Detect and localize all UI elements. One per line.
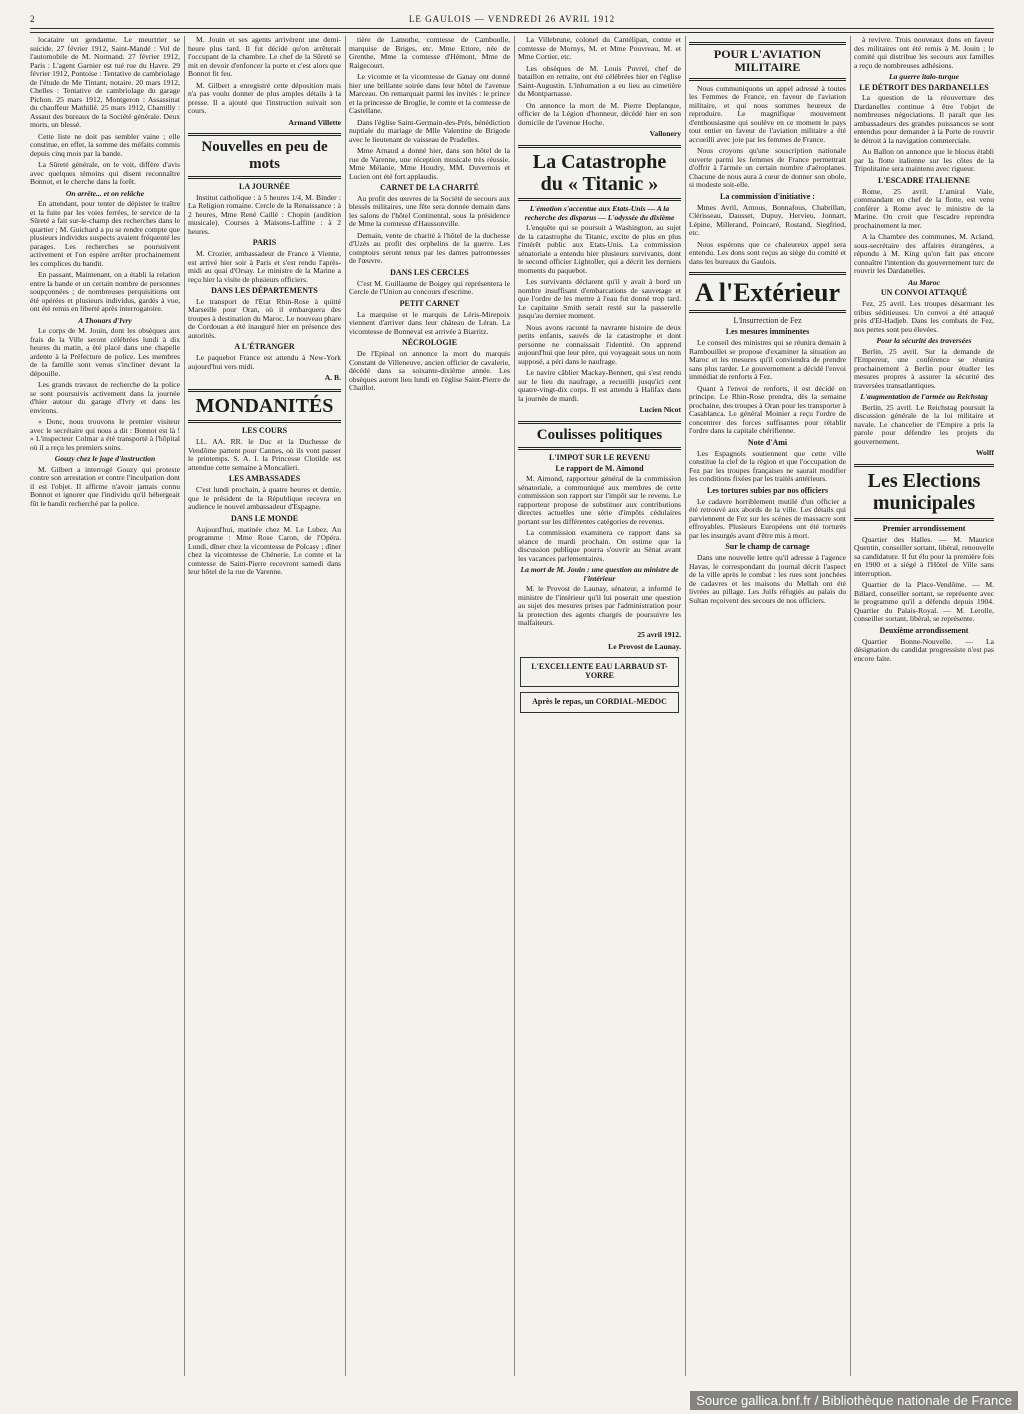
subheading: La mort de M. Jouin : une question au ministre de l'intérieur: [520, 565, 679, 583]
section-title-nouvelles: Nouvelles en peu de mots: [188, 133, 341, 179]
section-tag: A L'ÉTRANGER: [234, 342, 295, 352]
subheading: La guerre italo-turque: [888, 72, 960, 81]
paragraph: Quant à l'envoi de renforts, il est décidé en principe. Le Rhin-Rose prendra, dès la semaine prochaine, des troupes à Oran pour les transporter à Casablanca. Le général Moinier a reçu l'ordre de concentrer des forces suffisantes pour rétablir l'ordre dans la capitale chérifienne.: [689, 383, 846, 436]
paragraph: De l'Epinal on annonce la mort du marquis Constant de Villeneuve, ancien officier de cavalerie, décédé dans sa soixante-dixième année. Les obsèques auront lieu lundi en l'église Saint-Pierre de Chaillot.: [349, 349, 510, 393]
paragraph: Mmes Avril, Arnous, Bonnafous, Chabrillan, Clérisseau, Dausset, Dupuy, Hervieu, Jonnart, Lépine, Millerand, Poincaré, Rostand, Siegfried, etc.: [689, 202, 846, 238]
paragraph: Institut catholique : à 5 heures 1/4, M. Binder : La Religion romaine. Cercle de la Renaissance : à 2 heures, Mme René Caillé : Chopin (audition musicale). Courses à Maisons-Laffitte : à 2 heures.: [188, 192, 341, 236]
paragraph: C'est lundi prochain, à quatre heures et demie, que le président de la République recevra en audience le nouvel ambassadeur d'Espagne.: [188, 485, 341, 512]
paragraph: tière de Lamothe, comtesse de Camboulle, marquise de Briges, etc. Mme Ettore, née de Grenthe, Mme la comtesse d'Hémont, Mme de Raigecourt.: [349, 36, 510, 70]
section-tag: LES COURS: [241, 426, 288, 436]
paragraph: M. Gilbert a enregistré cette déposition mais n'a pas voulu donner de plus amples détails à la presse. Il a ajouté que l'instruction suivait son cours.: [188, 80, 341, 115]
column-separator: [514, 36, 515, 1376]
signature: Lucien Nicot: [639, 405, 681, 415]
paragraph: Berlin, 25 avril. Sur la demande de l'Empereur, une conférence se réunira prochainement à Berlin pour étudier les mesures propres à assurer la sécurité des traversées transatlantiques.: [854, 346, 994, 390]
column-2: [188, 36, 341, 1376]
column-separator: [685, 36, 686, 1376]
paragraph: Aujourd'hui, matinée chez M. Le Lubez. Au programme : Mme Rose Caron, de l'Opéra. Lundi, dîner chez la vicomtesse de Polcasy ; dîner chez la vicomtesse de Chénerie. Le comte et la comtesse de Saint-Pierre recevront samedi dans leur hôtel de la rue de Varenne.: [188, 524, 341, 577]
section-title-coulisses: Coulisses politiques: [518, 421, 681, 450]
paragraph: Le vicomte et la vicomtesse de Ganay ont donné hier une brillante soirée dans leur hôtel de l'avenue Marceau. On remarquait parmi les invités : le prince et la princesse de Broglie, le comte et la comtesse de Castellane.: [349, 72, 510, 115]
section-subtitle: L'Insurrection de Fez: [733, 316, 802, 326]
column-3: [349, 36, 510, 1376]
paragraph: « Donc, nous trouvons le premier visiteur avec le secrétaire qui nous a dit : Bonnot est là ! » L'inspecteur Colmar a été transporté à l'hôpital où il a reçu les premiers soins.: [30, 417, 180, 452]
section-tag: L'ESCADRE ITALIENNE: [877, 175, 971, 185]
section-tag: Sur le champ de carnage: [725, 542, 810, 552]
masthead: LE GAULOIS — VENDREDI 26 AVRIL 1912: [408, 14, 616, 24]
section-title-mondanites: MONDANITÉS: [188, 389, 341, 423]
paragraph: L'enquête qui se poursuit à Washington, au sujet de la catastrophe du Titanic, excite de plus en plus l'intérêt public aux Etats-Unis. La commission sénatoriale a entendu hier plusieurs survivants, dont le second officier Lightoller, qui a décrit les derniers moments du paquebot.: [518, 223, 681, 275]
paragraph: M. Jouin et ses agents arrivèrent une demi-heure plus tard. Il fut décidé qu'on arrêterait l'occupant de la chambre. Le chef de la Sûreté se mit en devoir d'enfoncer la porte et c'est alors que Bonnot fit feu.: [188, 36, 341, 78]
paragraph: A la Chambre des communes, M. Acland, sous-secrétaire des affaires étrangères, a répondu à M. King qu'on fait pas encore connaître l'intention du gouvernement turc de rouvrir les Dardanelles.: [854, 232, 994, 276]
section-tag: Note d'Ami: [747, 437, 788, 447]
paragraph: Le conseil des ministres qui se réunira demain à Rambouillet se propose d'examiner la situation au Maroc et les mesures qu'il conviendra de prendre sans plus tarder. Le gouvernement a décidé l'envoi immédiat de renforts à Fez.: [689, 338, 846, 382]
section-title-exterieur: A l'Extérieur: [689, 272, 846, 313]
section-tag: Les tortures subies par nos officiers: [706, 485, 829, 495]
paragraph: Dans une nouvelle lettre qu'il adresse à l'agence Havas, le correspondant du journal décrit l'aspect de la ville après le combat : les rues sont jonchées de cadavres et les maisons du Mellah ont été livrées au pillage. Les Juifs réfugiés au palais du Sultan reçoivent des secours de nos officiers.: [689, 553, 846, 605]
paragraph: Les obsèques de M. Louis Puvrel, chef de bataillon en retraite, ont été célébrées hier en l'église Saint-Augustin. L'inhumation a eu lieu au cimetière du Montparnasse.: [518, 63, 681, 98]
paragraph: Le corps de M. Jouin, dont les obsèques aux frais de la Ville seront célébrées lundi à dix heures du matin, a été placé dans une chapelle ardente à la Préfecture de police. Les membres de la famille sont venus s'incliner devant la dépouille.: [30, 326, 180, 378]
subheading: L'émotion s'accentue aux Etats-Unis — A la recherche des disparus — L'odyssée du dixième: [524, 204, 675, 222]
paragraph: C'est M. Guillaume de Boigey qui représentera le Cercle de l'Union au concours d'escrime.: [349, 278, 510, 297]
section-tag: PARIS: [252, 238, 277, 248]
column-separator: [345, 36, 346, 1376]
paragraph: La commission examinera ce rapport dans sa séance de mardi prochain. On estime que la discussion publique pourra s'ouvrir au Sénat avant les vacances parlementaires.: [518, 528, 681, 563]
section-tag: DANS LES DÉPARTEMENTS: [211, 286, 318, 295]
paragraph: On annonce la mort de M. Pierre Deplanque, officier de la Légion d'honneur, décédé hier en son domicile de l'avenue Hoche.: [518, 100, 681, 127]
paragraph: Le navire câblier Mackay-Bennett, qui s'est rendu sur le lieu du naufrage, a recueilli jusqu'ici cent quatre-vingt-dix corps. Il est attendu à Halifax dans la journée de mardi.: [518, 368, 681, 403]
paragraph: En attendant, pour tenter de dépister le traître et la fuite par les voies ferrées, le service de la Sûreté a fait sur-le-champ des recherches dans le quartier ; M. Guichard a pu se rendre compte que plusieurs individus suspects avaient fréquenté les parages. Les recherches se poursuivent activement et l'on espère arrêter prochainement les complices du bandit.: [30, 199, 180, 268]
section-tag: LE DÉTROIT DES DARDANELLES: [859, 82, 989, 92]
paragraph: Nous croyons qu'une souscription nationale ouverte parmi les femmes de France permettrait d'offrir à l'armée un certain nombre d'aéroplanes. Chacune de nous aura à cœur de donner son obole, si modeste soit-elle.: [689, 146, 846, 190]
paragraph: M. Aimond, rapporteur général de la commission sénatoriale, a communiqué aux membres de cette commission son rapport sur l'impôt sur le revenu. Le rapporteur propose de substituer aux contributions directes actuelles une série d'impôts cédulaires portant sur les différentes catégories de revenus.: [518, 474, 681, 526]
section-tag: La commission d'initiative :: [720, 191, 815, 201]
section-tag: L'IMPOT SUR LE REVENU: [549, 452, 650, 462]
subheading: Au Maroc: [908, 277, 940, 287]
paragraph: Berlin, 25 avril. Le Reichstag poursuit la discussion générale de la loi militaire et navale. Le chancelier de l'Empire a pris la parole pour défendre les projets du gouvernement.: [854, 402, 994, 446]
subheading: Gouzy chez le juge d'instruction: [54, 454, 156, 463]
column-6: [854, 36, 994, 1376]
signature: Wolff: [975, 448, 994, 458]
paragraph: Les Espagnols soutiennent que cette ville constitue la clef de la région et que l'occupation de Fez par les troupes françaises ne saurait modifier les conditions fixées par les traités antérieurs.: [689, 448, 846, 484]
paragraph: Au profit des œuvres de la Société de secours aux blessés militaires, une fête sera donnée demain dans les salons de l'hôtel Continental, sous la présidence de Mme la comtesse d'Haussonville.: [349, 193, 510, 229]
paragraph: Le cadavre horriblement mutilé d'un officier a été retrouvé aux abords de la ville. Les détails qui parviennent de Fez sur les scènes de massacre sont effroyables. Plusieurs Européens ont été torturés par les insurgés avant d'être mis à mort.: [689, 496, 846, 540]
section-tag: UN CONVOI ATTAQUÉ: [880, 288, 968, 298]
paragraph: Au Ballon on annonce que le blocus établi par la flotte italienne sur les côtes de la Tripolitaine sera maintenu avec rigueur.: [854, 147, 994, 174]
paragraph: En passant, Maintenant, on a établi la relation entre la bande et un certain nombre de personnes soupçonnées ; de nombreuses perquisitions ont été opérées et plusieurs individus, gardés à vue, ont été remis en liberté après interrogatoire.: [30, 270, 180, 313]
subheading: A Thouars d'Ivry: [78, 315, 132, 325]
paragraph: Nous espérons que ce chaleureux appel sera entendu. Les dons sont reçus au siège du comité et dans les bureaux du Gaulois.: [689, 239, 846, 266]
paragraph: La Sûreté générale, on le voit, diffère d'avis avec quelques témoins qui disent reconnaître Bonnot, et le cherche dans la forêt.: [30, 160, 180, 186]
paragraph: locataire un gendarme. Le meurtrier se suicide. 27 février 1912, Saint-Mandé : Vol de l'automobile de M. Normand. 27 février 1912, Paris : L'agent Garnier est tué rue du Havre. 29 février 1912, Pontoise : Tentative de cambriolage de l'étude de Me Tintant, notaire. 20 mars 1912, Chelles : Tentative de cambriolage du garage Pichon. 25 mars 1912, Montgeron : Assassinat du chauffeur Mathillé. 25 mars 1912, Chantilly : Assaut des bureaux de la Société générale. Deux morts, un blessé.: [30, 36, 180, 129]
paragraph: Dans l'église Saint-Germain-des-Prés, bénédiction nuptiale du mariage de Mlle Valentine de Brigode avec le lieutenant de vaisseau de Pradelles.: [349, 117, 510, 144]
paragraph: Le paquebot France est attendu à New-York aujourd'hui vers midi.: [188, 353, 341, 371]
section-tag: Premier arrondissement: [882, 523, 966, 533]
paragraph: Mme Arnaud a donné hier, dans son hôtel de la rue de Varenne, une réception musicale très réussie. Mme Mélanie, Mme Houdry, MM. Duvernois et Lucien ont été fort applaudis.: [349, 146, 510, 181]
paragraph: La marquise et le marquis de Léris-Mirepoix viennent d'arriver dans leur château de Léran. La vicomtesse de Bonneval est arrivée à Biarritz.: [349, 309, 510, 336]
paragraph: Nous avons raconté la navrante histoire de deux petits enfants, sauvés de la catastrophe et dont personne ne connaissait l'identité. On apprend aujourd'hui que leur père, qui voyageait sous un nom supposé, a péri dans le naufrage.: [518, 322, 681, 366]
paragraph: Quartier de la Place-Vendôme. — M. Billard, conseiller sortant, se représente avec le programme qu'il a défendu depuis 1904. Quartier du Palais-Royal. — M. Lerolle, conseiller sortant, libéral, se représente.: [854, 580, 994, 624]
advertisement: [520, 657, 679, 687]
paragraph: M. le Provost de Launay, sénateur, a informé le ministre de l'intérieur qu'il lui poserait une question au sujet des mesures prises par l'administration pour la protection des agents chargés de poursuivre les malfaiteurs.: [518, 584, 681, 628]
section-tag: CARNET DE LA CHARITÉ: [380, 183, 479, 192]
header-rule: [30, 32, 994, 33]
advertisement: [520, 692, 679, 713]
section-tag: LA JOURNÉE: [239, 181, 290, 191]
elections-title-line-2: municipales: [872, 492, 976, 515]
paragraph: Cette liste ne doit pas sembler vaine ; elle constitue, en effet, la somme des méfaits commis depuis cinq mois par la bande.: [30, 131, 180, 158]
subheading: L'augmentation de l'armée au Reichstag: [860, 392, 988, 402]
paragraph: La Villebrune, colonel du Cantélipan, comte et comtesse de Mornys, M. et Mme Pouvreau, M. et Mme Cortier, etc.: [518, 36, 681, 61]
section-tag: DANS LE MONDE: [230, 513, 299, 523]
section-title-aviation: POUR L'AVIATION MILITAIRE: [689, 42, 846, 81]
dateline: 25 avril 1912.: [637, 629, 681, 639]
paragraph: Quartier Bonne-Nouvelle. — La désignation du candidat progressiste n'est pas encore faite.: [854, 636, 994, 663]
section-title-titanic: [518, 145, 681, 202]
paragraph: Nous communiquons un appel adressé à toutes les Femmes de France, en faveur de l'aviation militaire, et qui nous sommes heureux de reproduire. Le magnifique mouvement d'enthousiasme qui soulève en ce moment le pays tout entier en faveur de l'aviation militaire a été accueilli avec joie par les femmes de France.: [689, 83, 846, 144]
paragraph: Rome, 25 avril. L'amiral Viale, commandant en chef de la flotte, est venu conférer à Rome avec le ministre de la Marine. On croit que l'escadre reprendra prochainement la mer.: [854, 186, 994, 230]
paragraph: LL. AA. RR. le Duc et la Duchesse de Vendôme partent pour Cannes, où ils vont passer le printemps. S. A. I. la Princesse Clotilde est attendue cette semaine à Moncalieri.: [188, 437, 341, 472]
paragraph: Les grands travaux de recherche de la police se sont poursuivis activement dans la journée d'hier autour du garage d'Ivry et dans les environs.: [30, 380, 180, 415]
section-title-elections: [854, 464, 994, 521]
column-1: [30, 36, 180, 1376]
paragraph: Quartier des Halles. — M. Maurice Quentin, conseiller sortant, libéral, renouvelle sa candidature. Il fut élu pour la première fois en 1900 et a siégé à l'Hôtel de Ville sans interruption.: [854, 534, 994, 578]
section-tag: Les mesures imminentes: [725, 327, 810, 337]
section-tag: PETIT CARNET: [399, 298, 460, 308]
section-tag: LES AMBASSADES: [228, 474, 301, 484]
ad-text: Après le repas, un CORDIAL-MEDOC: [532, 696, 667, 706]
titanic-title-line-1: La Catastrophe: [532, 150, 667, 173]
paragraph: Demain, vente de charité à l'hôtel de la duchesse d'Uzès au profit des orphelins de la guerre. Les comptoirs seront tenus par les dames patronnesses de l'œuvre.: [349, 230, 510, 266]
paragraph: Les survivants déclarent qu'il y avait à bord un nombre insuffisant d'embarcations de sauvetage et que l'ordre de les mettre à l'eau fut donné trop tard. Le capitaine Smith serait resté sur la passerelle jusqu'au dernier moment.: [518, 277, 681, 321]
paragraph: à revivre. Trois nouveaux dons en faveur des militaires ont été remis à M. Jouin ; le comité qui distribue les secours aux familles a reçu de nombreuses adhésions.: [854, 36, 994, 70]
subheading: Pour la sécurité des traversées: [876, 336, 972, 346]
paragraph: La question de la réouverture des Dardanelles continue à être l'objet de nombreuses négociations. Il paraît que les ambassadeurs des grandes puissances se sont entendus pour demander à la Porte de rouvrir le détroit à la navigation commerciale.: [854, 93, 994, 145]
column-separator: [850, 36, 851, 1376]
section-tag: NÉCROLOGIE: [401, 338, 458, 348]
paragraph: M. Gilbert a interrogé Gouzy qui proteste contre son arrestation et contre l'inculpation dont il est l'objet. Il affirme n'avoir jamais connu Bonnot et ignorer que l'individu qu'il hébergeait fût le bandit recherché par la police.: [30, 464, 180, 508]
paragraph: Le transport de l'Etat Rhin-Rose à quitté Marseille pour Oran, où il embarquera des troupes à destination du Maroc. Le nouveau phare de Cordouan a été inauguré hier en présence des autorités.: [188, 296, 341, 340]
section-tag: Deuxième arrondissement: [879, 625, 969, 635]
signature: Le Provost de Launay.: [608, 642, 681, 652]
ad-text: L'EXCELLENTE EAU LARBAUD ST-YORRE: [531, 661, 668, 680]
signature: Armand Villette: [288, 117, 341, 127]
column-4: [518, 36, 681, 1376]
subheading: On arrête... et on relâche: [65, 188, 145, 198]
column-separator: [184, 36, 185, 1376]
paragraph: M. Crozier, ambassadeur de France à Vienne, est arrivé hier soir à Paris et s'est rendu l'après-midi au quai d'Orsay. Le ministre de la Marine a reçu hier la visite de plusieurs officiers.: [188, 249, 341, 284]
titanic-title-line-2: du « Titanic »: [540, 172, 659, 195]
section-tag: DANS LES CERCLES: [390, 267, 469, 277]
source-watermark: Source gallica.bnf.fr / Bibliothèque nationale de France: [690, 1391, 1018, 1410]
elections-title-line-1: Les Elections: [867, 469, 981, 492]
page-number: 2: [30, 14, 35, 24]
section-tag: Le rapport de M. Aimond: [555, 463, 644, 473]
signature: A. B.: [324, 373, 341, 383]
column-5: [689, 36, 846, 1376]
page-header: [30, 12, 994, 29]
paragraph: Fez, 25 avril. Les troupes désarmant les tribus séditieuses. Un convoi a été attaqué près d'El-Hadjeb. Dans les combats de Fez, nos pertes sont peu élevées.: [854, 299, 994, 334]
signature: Vallonery: [649, 129, 681, 138]
